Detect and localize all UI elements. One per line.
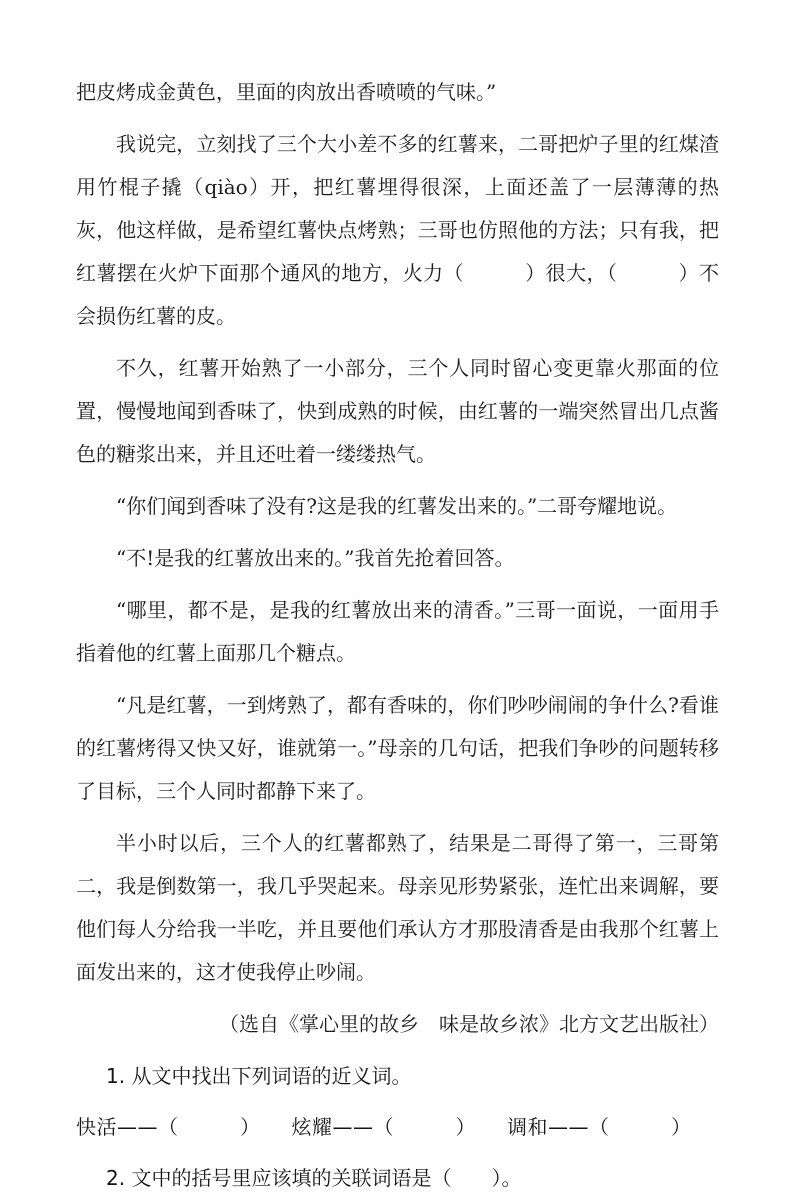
- question-1-blanks: 快活——（ ） 炫耀——（ ） 调和——（ ）: [76, 1115, 692, 1139]
- passage-paragraph: “哪里，都不是，是我的红薯放出来的清香。”三哥一面说，一面用手指着他的红薯上面那几个糖点。: [76, 598, 719, 665]
- passage-paragraph: 不久，红薯开始熟了一小部分，三个人同时留心变更靠火那面的位置，慢慢地闻到香味了，快到成熟的时候，由红薯的一端突然冒出几点酱色的糖浆出来，并且还吐着一缕缕热气。: [76, 356, 719, 466]
- passage-paragraph: “不!是我的红薯放出来的。”我首先抢着回答。: [116, 546, 515, 570]
- passage-paragraph: “凡是红薯，一到烤熟了，都有香味的，你们吵吵闹闹的争什么?看谁的红薯烤得又快又好，谁就第一。”母亲的几句话，把我们争吵的问题转移了目标，三个人同时都静下来了。: [76, 693, 719, 803]
- passage: [76, 71, 719, 994]
- question-2: 2. 文中的括号里应该填的关联词语是（ ）。: [106, 1166, 522, 1190]
- passage-paragraph: 把皮烤成金黄色，里面的肉放出香喷喷的气味。”: [76, 80, 497, 104]
- source-attribution: （选自《掌心里的故乡 味是故乡浓》北方文艺出版社）: [219, 1012, 719, 1036]
- passage-paragraph: 半小时以后，三个人的红薯都熟了，结果是二哥得了第一，三哥第二，我是倒数第一，我几乎哭起来。母亲见形势紧张，连忙出来调解，要他们每人分给我一半吃，并且要他们承认方才那股清香是由我那个红薯上面发出来的，这才使我停止吵闹。: [76, 831, 719, 984]
- question-1: 1. 从文中找出下列词语的近义词。: [106, 1064, 412, 1088]
- passage-paragraph: “你们闻到香味了没有?这是我的红薯发出来的。”二哥夸耀地说。: [116, 494, 678, 518]
- questions-section: [76, 1055, 719, 1200]
- passage-paragraph: 我说完，立刻找了三个大小差不多的红薯来，二哥把炉子里的红煤渣用竹棍子撬（qiào）开，把红薯埋得很深，上面还盖了一层薄薄的热灰，他这样做，是希望红薯快点烤熟；三哥也仿照他的方法；只有我，把红薯摆在火炉下面那个通风的地方，火力（ ）很大，（ ）不会损伤红薯的皮。: [76, 132, 719, 328]
